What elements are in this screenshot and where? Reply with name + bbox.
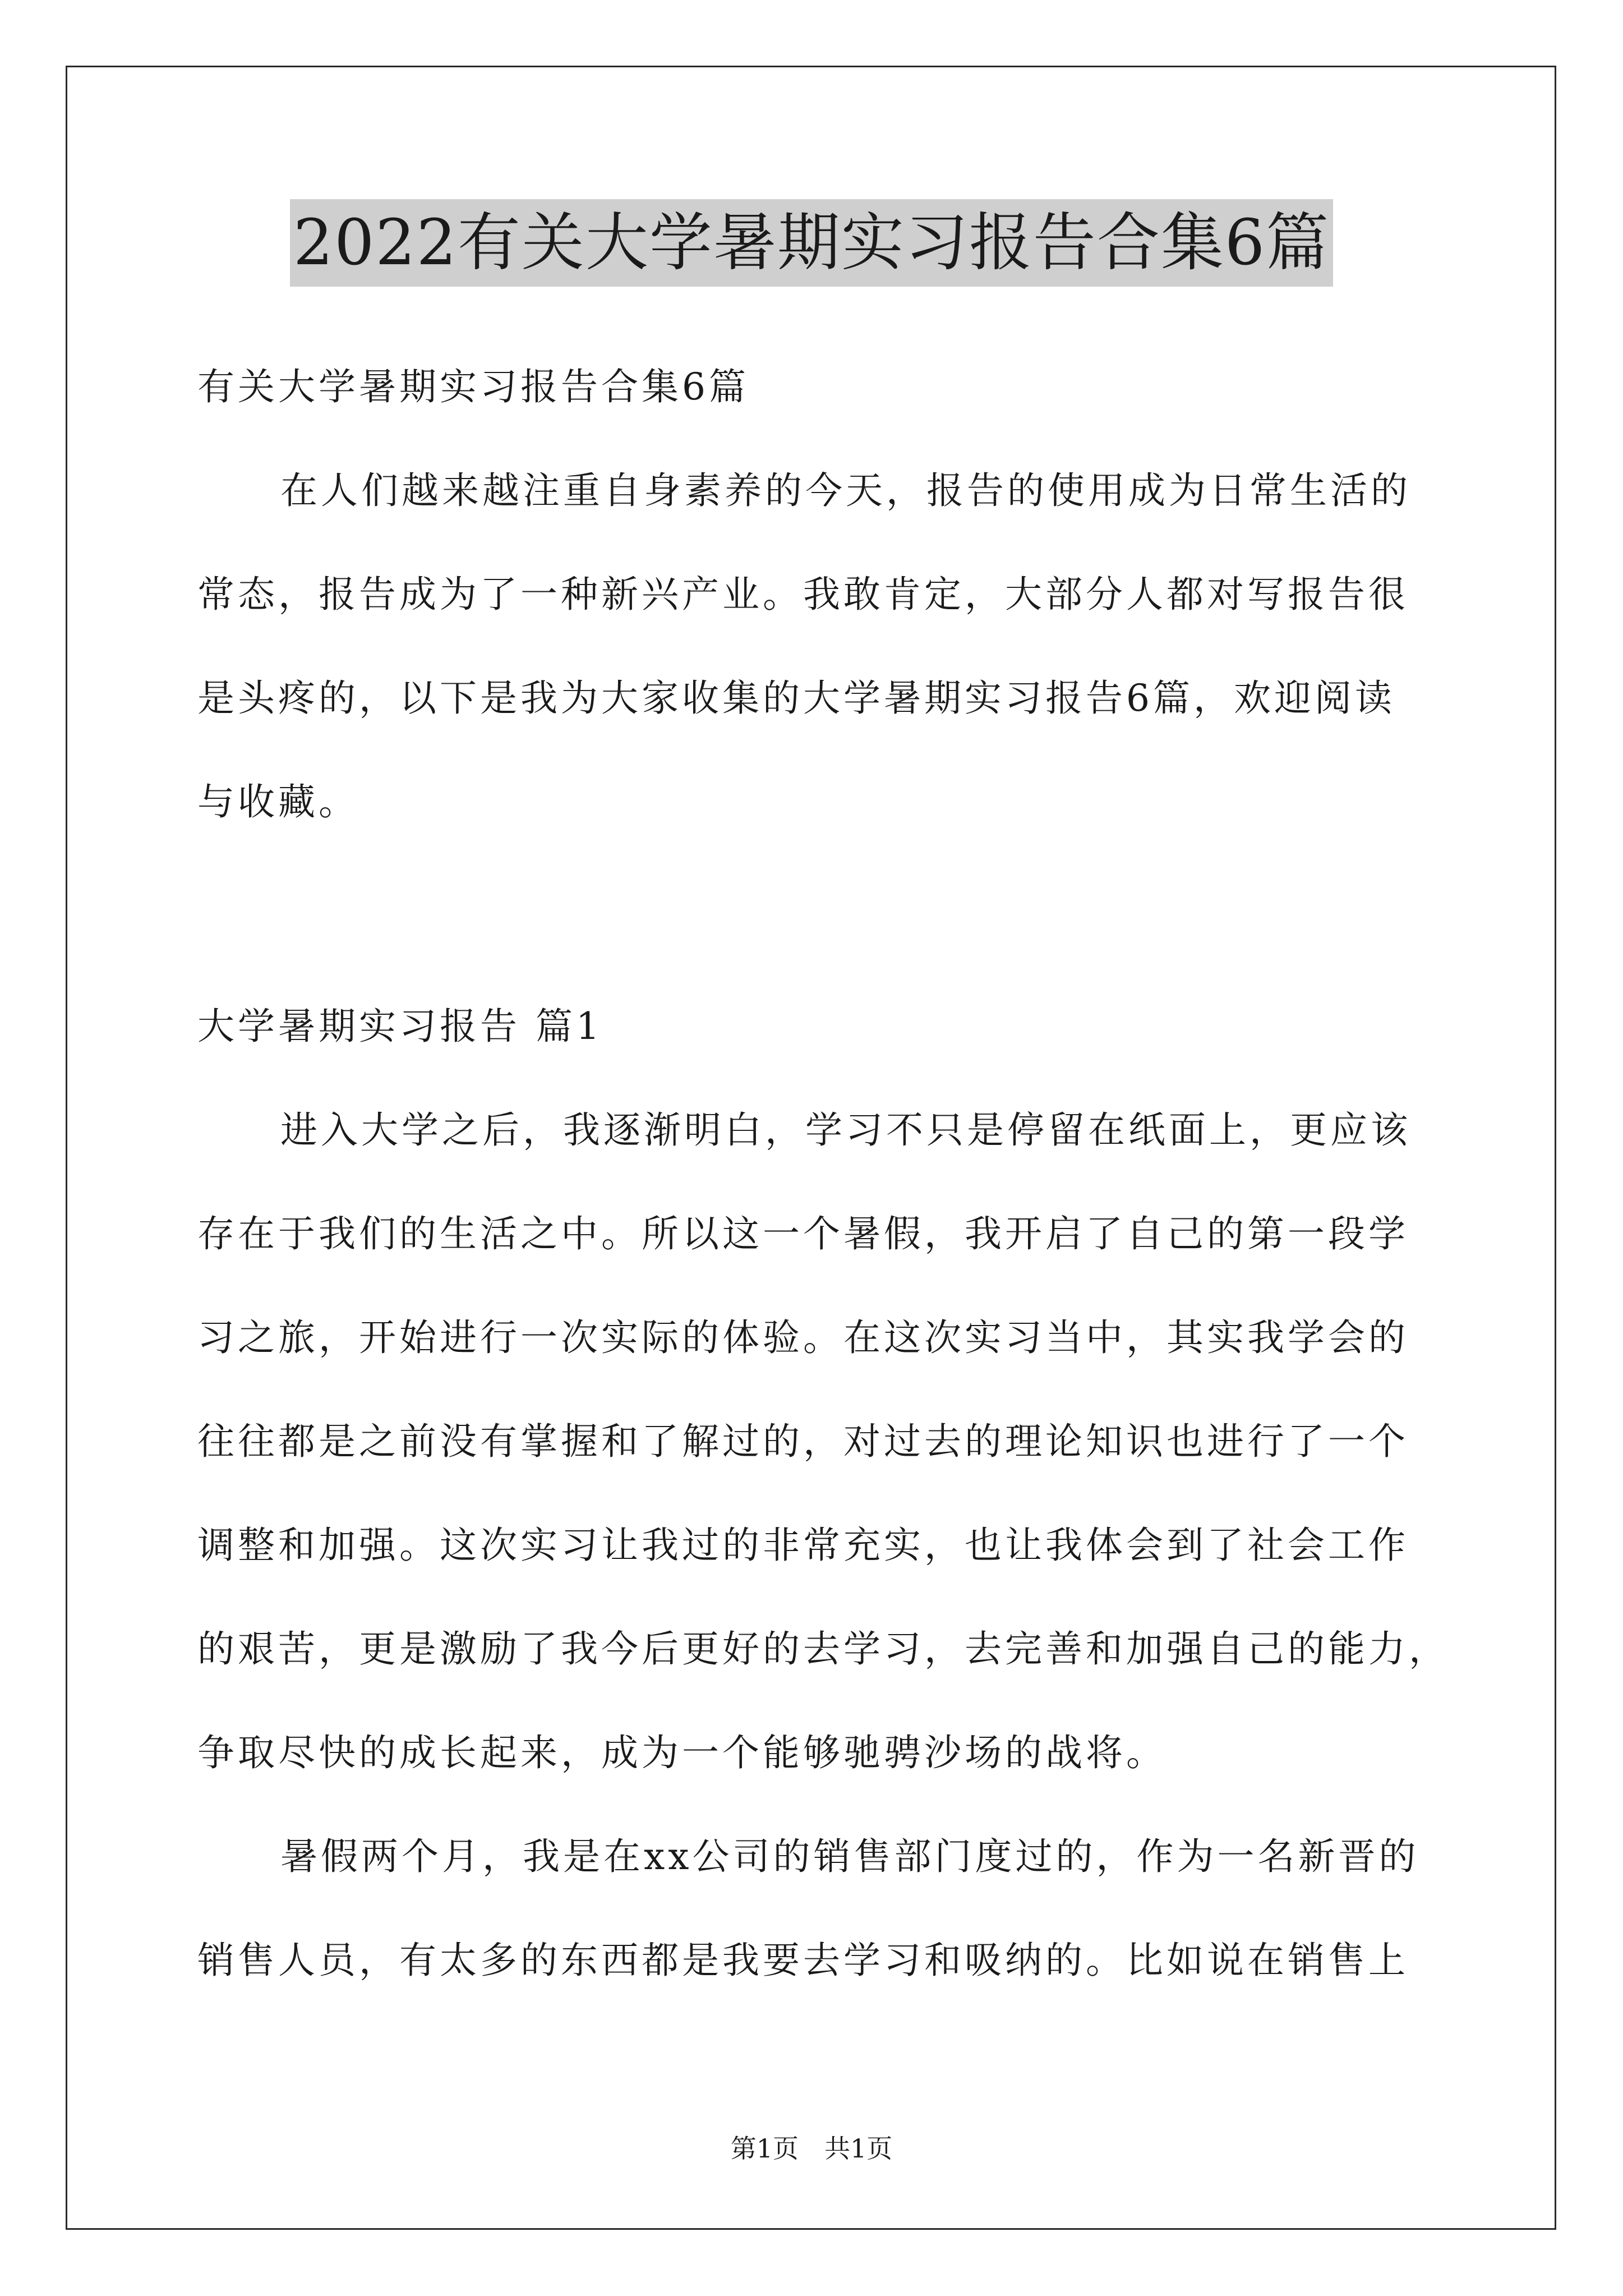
title-container xyxy=(0,199,1623,287)
paragraph1-line-5: 调整和加强。这次实习让我过的非常充实，也让我体会到了社会工作 xyxy=(197,1524,1409,1567)
paragraph2-line-2: 销售人员，有太多的东西都是我要去学习和吸纳的。比如说在销售上 xyxy=(197,1939,1409,1982)
paragraph1-line-4: 往往都是之前没有掌握和了解过的，对过去的理论知识也进行了一个 xyxy=(197,1420,1409,1463)
document-title: 2022有关大学暑期实习报告合集6篇 xyxy=(290,199,1333,287)
intro-line-4: 与收藏。 xyxy=(197,780,359,823)
paragraph1-line-1: 进入大学之后，我逐渐明白，学习不只是停留在纸面上，更应该 xyxy=(280,1108,1411,1152)
paragraph1-line-2: 存在于我们的生活之中。所以这一个暑假，我开启了自己的第一段学 xyxy=(197,1212,1409,1255)
paragraph1-line-6: 的艰苦，更是激励了我今后更好的去学习，去完善和加强自己的能力， xyxy=(197,1627,1449,1671)
intro-line-2: 常态，报告成为了一种新兴产业。我敢肯定，大部分人都对写报告很 xyxy=(197,573,1409,616)
section-heading: 大学暑期实习报告 篇1 xyxy=(197,1005,603,1048)
document-subtitle: 有关大学暑期实习报告合集6篇 xyxy=(197,365,749,408)
paragraph1-line-7: 争取尽快的成长起来，成为一个能够驰骋沙场的战将。 xyxy=(197,1731,1166,1774)
intro-line-1: 在人们越来越注重自身素养的今天，报告的使用成为日常生活的 xyxy=(280,469,1411,512)
paragraph1-line-3: 习之旅，开始进行一次实际的体验。在这次实习当中，其实我学会的 xyxy=(197,1316,1409,1359)
paragraph2-line-1: 暑假两个月，我是在xx公司的销售部门度过的，作为一名新晋的 xyxy=(280,1835,1419,1878)
page-number-footer: 第1页 共1页 xyxy=(730,2133,893,2164)
intro-line-3: 是头疼的，以下是我为大家收集的大学暑期实习报告6篇，欢迎阅读 xyxy=(197,677,1395,720)
